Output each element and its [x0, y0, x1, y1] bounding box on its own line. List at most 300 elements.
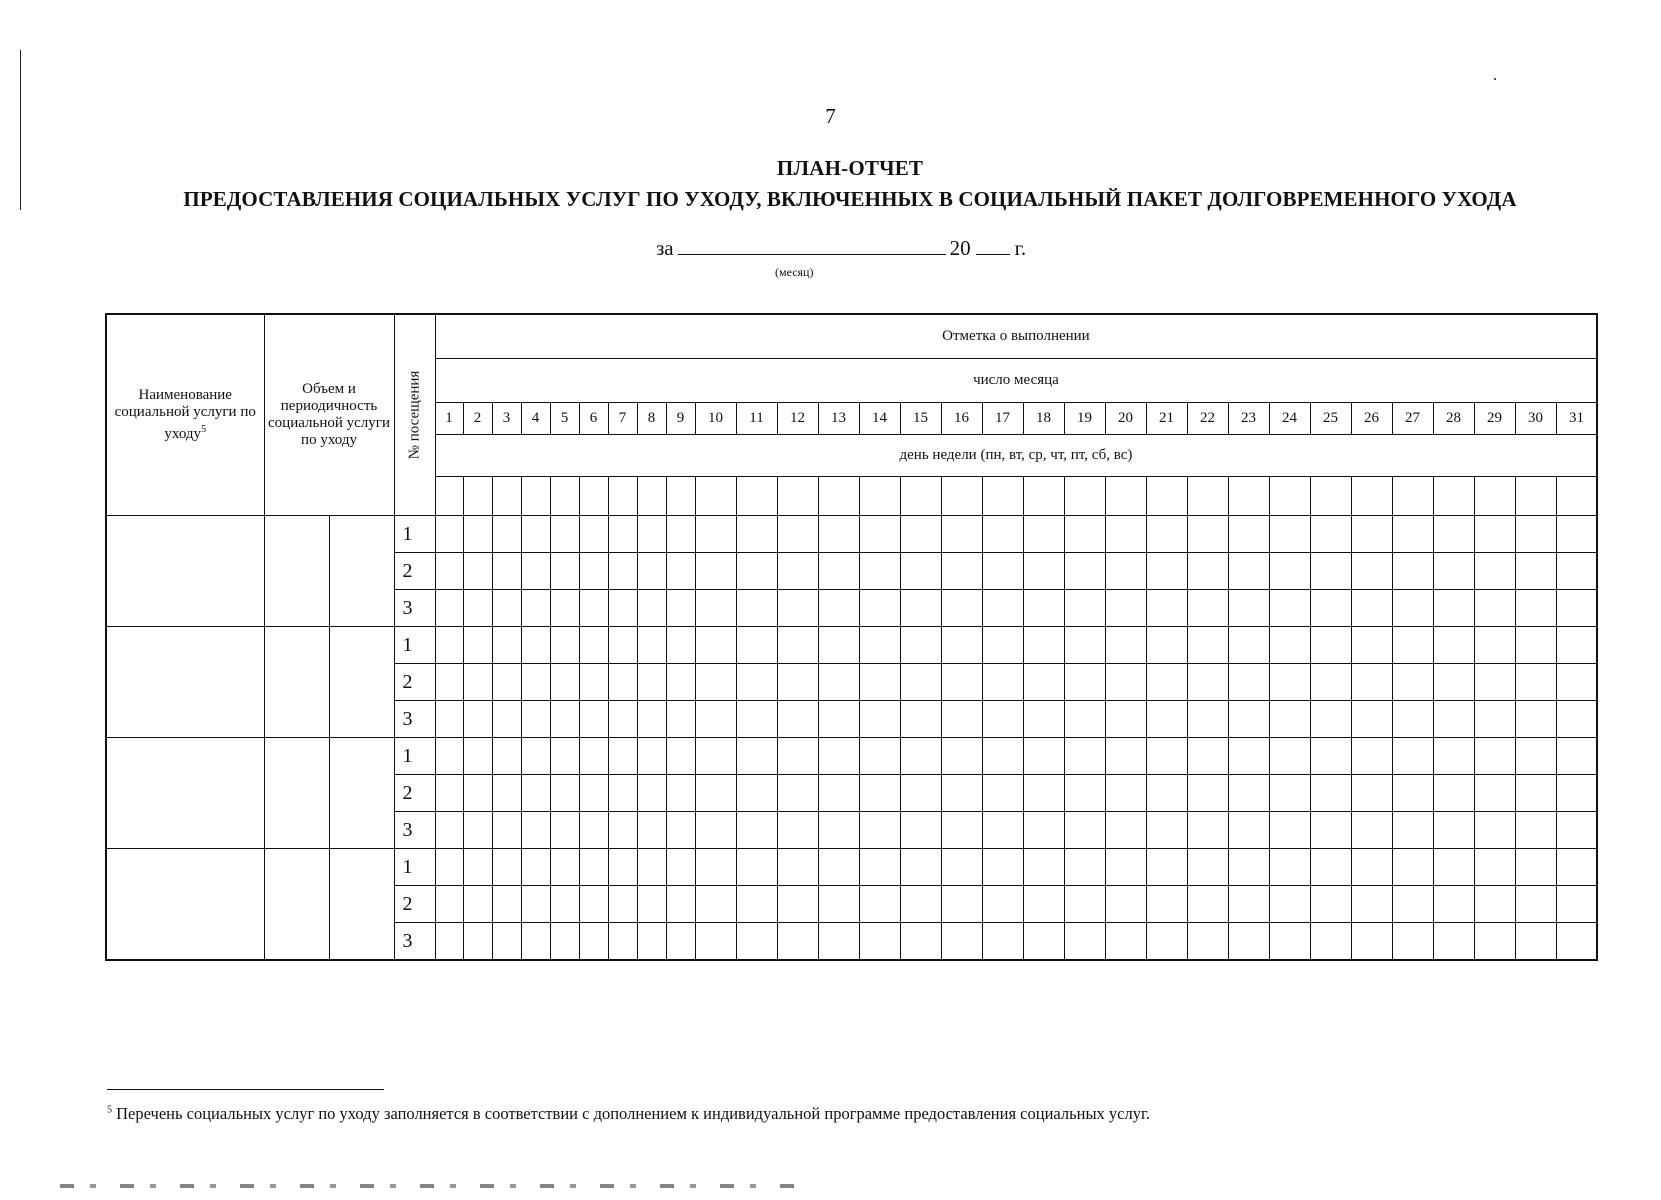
- weekday-cell[interactable]: [736, 476, 777, 515]
- mark-cell[interactable]: [1433, 923, 1474, 961]
- mark-cell[interactable]: [550, 627, 579, 664]
- mark-cell[interactable]: [1474, 664, 1515, 701]
- mark-cell[interactable]: [492, 886, 521, 923]
- mark-cell[interactable]: [818, 701, 859, 738]
- mark-cell[interactable]: [1351, 812, 1392, 849]
- mark-cell[interactable]: [1392, 553, 1433, 590]
- mark-cell[interactable]: [1228, 516, 1269, 553]
- mark-cell[interactable]: [637, 553, 666, 590]
- mark-cell[interactable]: [1105, 664, 1146, 701]
- mark-cell[interactable]: [608, 812, 637, 849]
- volume-cell[interactable]: [264, 849, 329, 961]
- mark-cell[interactable]: [579, 849, 608, 886]
- mark-cell[interactable]: [435, 886, 463, 923]
- mark-cell[interactable]: [1351, 886, 1392, 923]
- mark-cell[interactable]: [521, 812, 550, 849]
- mark-cell[interactable]: [492, 627, 521, 664]
- mark-cell[interactable]: [435, 923, 463, 961]
- mark-cell[interactable]: [818, 812, 859, 849]
- mark-cell[interactable]: [1023, 664, 1064, 701]
- mark-cell[interactable]: [982, 553, 1023, 590]
- mark-cell[interactable]: [1228, 775, 1269, 812]
- mark-cell[interactable]: [579, 886, 608, 923]
- weekday-cell[interactable]: [463, 476, 492, 515]
- mark-cell[interactable]: [736, 516, 777, 553]
- weekday-cell[interactable]: [579, 476, 608, 515]
- mark-cell[interactable]: [463, 849, 492, 886]
- mark-cell[interactable]: [777, 516, 818, 553]
- mark-cell[interactable]: [736, 775, 777, 812]
- mark-cell[interactable]: [1392, 812, 1433, 849]
- mark-cell[interactable]: [1187, 553, 1228, 590]
- mark-cell[interactable]: [1064, 886, 1105, 923]
- mark-cell[interactable]: [1474, 812, 1515, 849]
- mark-cell[interactable]: [1515, 516, 1556, 553]
- mark-cell[interactable]: [1474, 886, 1515, 923]
- mark-cell[interactable]: [1392, 627, 1433, 664]
- mark-cell[interactable]: [695, 923, 736, 961]
- mark-cell[interactable]: [859, 590, 900, 627]
- mark-cell[interactable]: [1023, 738, 1064, 775]
- mark-cell[interactable]: [1023, 701, 1064, 738]
- mark-cell[interactable]: [608, 775, 637, 812]
- mark-cell[interactable]: [1023, 923, 1064, 961]
- mark-cell[interactable]: [435, 701, 463, 738]
- mark-cell[interactable]: [1187, 516, 1228, 553]
- mark-cell[interactable]: [435, 738, 463, 775]
- mark-cell[interactable]: [435, 627, 463, 664]
- mark-cell[interactable]: [1515, 664, 1556, 701]
- mark-cell[interactable]: [1310, 923, 1351, 961]
- mark-cell[interactable]: [608, 664, 637, 701]
- mark-cell[interactable]: [463, 886, 492, 923]
- mark-cell[interactable]: [521, 627, 550, 664]
- weekday-cell[interactable]: [1351, 476, 1392, 515]
- mark-cell[interactable]: [900, 627, 941, 664]
- mark-cell[interactable]: [1064, 701, 1105, 738]
- mark-cell[interactable]: [1515, 923, 1556, 961]
- weekday-cell[interactable]: [1105, 476, 1146, 515]
- mark-cell[interactable]: [435, 553, 463, 590]
- mark-cell[interactable]: [1556, 664, 1597, 701]
- mark-cell[interactable]: [1064, 590, 1105, 627]
- mark-cell[interactable]: [1228, 812, 1269, 849]
- mark-cell[interactable]: [435, 812, 463, 849]
- mark-cell[interactable]: [736, 553, 777, 590]
- mark-cell[interactable]: [463, 701, 492, 738]
- mark-cell[interactable]: [1556, 590, 1597, 627]
- mark-cell[interactable]: [777, 627, 818, 664]
- mark-cell[interactable]: [1105, 590, 1146, 627]
- mark-cell[interactable]: [1064, 516, 1105, 553]
- mark-cell[interactable]: [666, 812, 695, 849]
- mark-cell[interactable]: [818, 516, 859, 553]
- mark-cell[interactable]: [492, 775, 521, 812]
- weekday-cell[interactable]: [1023, 476, 1064, 515]
- mark-cell[interactable]: [818, 738, 859, 775]
- mark-cell[interactable]: [982, 775, 1023, 812]
- mark-cell[interactable]: [859, 664, 900, 701]
- mark-cell[interactable]: [1556, 886, 1597, 923]
- mark-cell[interactable]: [1023, 775, 1064, 812]
- mark-cell[interactable]: [1187, 738, 1228, 775]
- mark-cell[interactable]: [1351, 923, 1392, 961]
- mark-cell[interactable]: [1515, 553, 1556, 590]
- mark-cell[interactable]: [900, 886, 941, 923]
- mark-cell[interactable]: [777, 849, 818, 886]
- mark-cell[interactable]: [492, 923, 521, 961]
- mark-cell[interactable]: [1146, 923, 1187, 961]
- weekday-cell[interactable]: [941, 476, 982, 515]
- mark-cell[interactable]: [1187, 849, 1228, 886]
- mark-cell[interactable]: [900, 664, 941, 701]
- mark-cell[interactable]: [637, 886, 666, 923]
- mark-cell[interactable]: [1310, 590, 1351, 627]
- mark-cell[interactable]: [695, 775, 736, 812]
- mark-cell[interactable]: [579, 590, 608, 627]
- mark-cell[interactable]: [900, 738, 941, 775]
- mark-cell[interactable]: [1474, 516, 1515, 553]
- mark-cell[interactable]: [1064, 923, 1105, 961]
- mark-cell[interactable]: [463, 923, 492, 961]
- mark-cell[interactable]: [1146, 664, 1187, 701]
- mark-cell[interactable]: [859, 701, 900, 738]
- mark-cell[interactable]: [818, 627, 859, 664]
- mark-cell[interactable]: [463, 812, 492, 849]
- mark-cell[interactable]: [463, 775, 492, 812]
- mark-cell[interactable]: [1433, 738, 1474, 775]
- mark-cell[interactable]: [666, 886, 695, 923]
- weekday-cell[interactable]: [666, 476, 695, 515]
- mark-cell[interactable]: [777, 553, 818, 590]
- mark-cell[interactable]: [1392, 590, 1433, 627]
- mark-cell[interactable]: [579, 775, 608, 812]
- mark-cell[interactable]: [492, 812, 521, 849]
- mark-cell[interactable]: [941, 664, 982, 701]
- weekday-cell[interactable]: [777, 476, 818, 515]
- mark-cell[interactable]: [1269, 701, 1310, 738]
- mark-cell[interactable]: [1351, 553, 1392, 590]
- mark-cell[interactable]: [521, 553, 550, 590]
- mark-cell[interactable]: [1269, 812, 1310, 849]
- mark-cell[interactable]: [492, 849, 521, 886]
- mark-cell[interactable]: [900, 701, 941, 738]
- mark-cell[interactable]: [777, 590, 818, 627]
- mark-cell[interactable]: [777, 886, 818, 923]
- weekday-cell[interactable]: [435, 476, 463, 515]
- mark-cell[interactable]: [608, 886, 637, 923]
- mark-cell[interactable]: [695, 516, 736, 553]
- mark-cell[interactable]: [777, 738, 818, 775]
- weekday-cell[interactable]: [695, 476, 736, 515]
- mark-cell[interactable]: [818, 775, 859, 812]
- mark-cell[interactable]: [1228, 590, 1269, 627]
- mark-cell[interactable]: [1392, 886, 1433, 923]
- mark-cell[interactable]: [1351, 516, 1392, 553]
- mark-cell[interactable]: [492, 664, 521, 701]
- mark-cell[interactable]: [1433, 516, 1474, 553]
- mark-cell[interactable]: [608, 553, 637, 590]
- mark-cell[interactable]: [818, 923, 859, 961]
- mark-cell[interactable]: [637, 701, 666, 738]
- mark-cell[interactable]: [1269, 590, 1310, 627]
- mark-cell[interactable]: [1228, 627, 1269, 664]
- mark-cell[interactable]: [941, 849, 982, 886]
- mark-cell[interactable]: [1433, 664, 1474, 701]
- mark-cell[interactable]: [521, 738, 550, 775]
- mark-cell[interactable]: [1556, 701, 1597, 738]
- mark-cell[interactable]: [1474, 738, 1515, 775]
- mark-cell[interactable]: [1023, 627, 1064, 664]
- periodicity-cell[interactable]: [329, 849, 394, 961]
- mark-cell[interactable]: [666, 664, 695, 701]
- weekday-cell[interactable]: [1515, 476, 1556, 515]
- weekday-cell[interactable]: [492, 476, 521, 515]
- mark-cell[interactable]: [1556, 775, 1597, 812]
- mark-cell[interactable]: [1310, 886, 1351, 923]
- mark-cell[interactable]: [1146, 775, 1187, 812]
- mark-cell[interactable]: [579, 701, 608, 738]
- weekday-cell[interactable]: [818, 476, 859, 515]
- mark-cell[interactable]: [1556, 923, 1597, 961]
- mark-cell[interactable]: [550, 738, 579, 775]
- mark-cell[interactable]: [777, 701, 818, 738]
- mark-cell[interactable]: [1433, 627, 1474, 664]
- weekday-cell[interactable]: [1474, 476, 1515, 515]
- mark-cell[interactable]: [521, 775, 550, 812]
- mark-cell[interactable]: [492, 701, 521, 738]
- mark-cell[interactable]: [777, 664, 818, 701]
- mark-cell[interactable]: [435, 590, 463, 627]
- weekday-cell[interactable]: [982, 476, 1023, 515]
- mark-cell[interactable]: [1146, 516, 1187, 553]
- mark-cell[interactable]: [1269, 849, 1310, 886]
- mark-cell[interactable]: [777, 775, 818, 812]
- mark-cell[interactable]: [637, 849, 666, 886]
- mark-cell[interactable]: [1515, 775, 1556, 812]
- weekday-cell[interactable]: [1146, 476, 1187, 515]
- weekday-cell[interactable]: [1392, 476, 1433, 515]
- weekday-cell[interactable]: [637, 476, 666, 515]
- mark-cell[interactable]: [1351, 701, 1392, 738]
- mark-cell[interactable]: [736, 812, 777, 849]
- mark-cell[interactable]: [859, 775, 900, 812]
- mark-cell[interactable]: [695, 590, 736, 627]
- mark-cell[interactable]: [637, 738, 666, 775]
- mark-cell[interactable]: [1105, 775, 1146, 812]
- mark-cell[interactable]: [941, 923, 982, 961]
- mark-cell[interactable]: [435, 664, 463, 701]
- mark-cell[interactable]: [1556, 738, 1597, 775]
- mark-cell[interactable]: [463, 627, 492, 664]
- mark-cell[interactable]: [1105, 849, 1146, 886]
- mark-cell[interactable]: [818, 664, 859, 701]
- mark-cell[interactable]: [777, 923, 818, 961]
- mark-cell[interactable]: [1474, 553, 1515, 590]
- mark-cell[interactable]: [492, 590, 521, 627]
- mark-cell[interactable]: [1310, 627, 1351, 664]
- mark-cell[interactable]: [550, 590, 579, 627]
- mark-cell[interactable]: [1474, 627, 1515, 664]
- mark-cell[interactable]: [1187, 886, 1228, 923]
- mark-cell[interactable]: [1269, 775, 1310, 812]
- mark-cell[interactable]: [637, 664, 666, 701]
- volume-cell[interactable]: [264, 738, 329, 849]
- mark-cell[interactable]: [1064, 775, 1105, 812]
- mark-cell[interactable]: [579, 664, 608, 701]
- mark-cell[interactable]: [941, 812, 982, 849]
- mark-cell[interactable]: [579, 812, 608, 849]
- mark-cell[interactable]: [900, 923, 941, 961]
- mark-cell[interactable]: [982, 590, 1023, 627]
- mark-cell[interactable]: [1105, 701, 1146, 738]
- mark-cell[interactable]: [608, 849, 637, 886]
- mark-cell[interactable]: [463, 590, 492, 627]
- mark-cell[interactable]: [941, 738, 982, 775]
- mark-cell[interactable]: [637, 516, 666, 553]
- mark-cell[interactable]: [666, 516, 695, 553]
- mark-cell[interactable]: [1433, 849, 1474, 886]
- mark-cell[interactable]: [1105, 923, 1146, 961]
- mark-cell[interactable]: [463, 553, 492, 590]
- mark-cell[interactable]: [695, 553, 736, 590]
- weekday-cell[interactable]: [1433, 476, 1474, 515]
- mark-cell[interactable]: [818, 886, 859, 923]
- mark-cell[interactable]: [777, 812, 818, 849]
- mark-cell[interactable]: [666, 775, 695, 812]
- periodicity-cell[interactable]: [329, 738, 394, 849]
- mark-cell[interactable]: [900, 849, 941, 886]
- mark-cell[interactable]: [941, 553, 982, 590]
- mark-cell[interactable]: [579, 923, 608, 961]
- mark-cell[interactable]: [637, 590, 666, 627]
- mark-cell[interactable]: [1064, 849, 1105, 886]
- mark-cell[interactable]: [1105, 627, 1146, 664]
- mark-cell[interactable]: [579, 553, 608, 590]
- mark-cell[interactable]: [1269, 664, 1310, 701]
- mark-cell[interactable]: [1474, 701, 1515, 738]
- mark-cell[interactable]: [666, 849, 695, 886]
- mark-cell[interactable]: [1064, 553, 1105, 590]
- mark-cell[interactable]: [521, 590, 550, 627]
- mark-cell[interactable]: [1351, 590, 1392, 627]
- weekday-cell[interactable]: [1269, 476, 1310, 515]
- mark-cell[interactable]: [579, 627, 608, 664]
- mark-cell[interactable]: [579, 516, 608, 553]
- mark-cell[interactable]: [736, 886, 777, 923]
- mark-cell[interactable]: [1310, 738, 1351, 775]
- mark-cell[interactable]: [1187, 923, 1228, 961]
- mark-cell[interactable]: [1433, 701, 1474, 738]
- mark-cell[interactable]: [1392, 516, 1433, 553]
- mark-cell[interactable]: [900, 590, 941, 627]
- mark-cell[interactable]: [666, 553, 695, 590]
- mark-cell[interactable]: [1515, 886, 1556, 923]
- mark-cell[interactable]: [492, 516, 521, 553]
- mark-cell[interactable]: [521, 849, 550, 886]
- periodicity-cell[interactable]: [329, 627, 394, 738]
- mark-cell[interactable]: [818, 849, 859, 886]
- mark-cell[interactable]: [608, 738, 637, 775]
- mark-cell[interactable]: [1310, 849, 1351, 886]
- mark-cell[interactable]: [736, 590, 777, 627]
- mark-cell[interactable]: [579, 738, 608, 775]
- mark-cell[interactable]: [1351, 775, 1392, 812]
- mark-cell[interactable]: [982, 812, 1023, 849]
- mark-cell[interactable]: [695, 738, 736, 775]
- mark-cell[interactable]: [550, 849, 579, 886]
- mark-cell[interactable]: [1064, 738, 1105, 775]
- mark-cell[interactable]: [1515, 738, 1556, 775]
- mark-cell[interactable]: [521, 516, 550, 553]
- mark-cell[interactable]: [1228, 923, 1269, 961]
- mark-cell[interactable]: [608, 627, 637, 664]
- mark-cell[interactable]: [550, 886, 579, 923]
- mark-cell[interactable]: [1228, 738, 1269, 775]
- mark-cell[interactable]: [608, 923, 637, 961]
- mark-cell[interactable]: [435, 849, 463, 886]
- mark-cell[interactable]: [637, 627, 666, 664]
- mark-cell[interactable]: [1269, 886, 1310, 923]
- mark-cell[interactable]: [1228, 849, 1269, 886]
- mark-cell[interactable]: [1187, 590, 1228, 627]
- mark-cell[interactable]: [1515, 701, 1556, 738]
- mark-cell[interactable]: [608, 701, 637, 738]
- mark-cell[interactable]: [859, 849, 900, 886]
- mark-cell[interactable]: [736, 664, 777, 701]
- mark-cell[interactable]: [982, 886, 1023, 923]
- weekday-cell[interactable]: [521, 476, 550, 515]
- mark-cell[interactable]: [941, 627, 982, 664]
- mark-cell[interactable]: [1556, 516, 1597, 553]
- mark-cell[interactable]: [900, 775, 941, 812]
- mark-cell[interactable]: [1310, 516, 1351, 553]
- mark-cell[interactable]: [982, 664, 1023, 701]
- mark-cell[interactable]: [1515, 812, 1556, 849]
- mark-cell[interactable]: [1187, 664, 1228, 701]
- volume-cell[interactable]: [264, 516, 329, 627]
- mark-cell[interactable]: [1105, 553, 1146, 590]
- mark-cell[interactable]: [1474, 775, 1515, 812]
- mark-cell[interactable]: [463, 738, 492, 775]
- mark-cell[interactable]: [1187, 627, 1228, 664]
- mark-cell[interactable]: [1269, 923, 1310, 961]
- mark-cell[interactable]: [1146, 701, 1187, 738]
- mark-cell[interactable]: [1392, 738, 1433, 775]
- mark-cell[interactable]: [982, 516, 1023, 553]
- mark-cell[interactable]: [1023, 553, 1064, 590]
- mark-cell[interactable]: [1146, 849, 1187, 886]
- mark-cell[interactable]: [637, 775, 666, 812]
- mark-cell[interactable]: [1433, 553, 1474, 590]
- mark-cell[interactable]: [1146, 738, 1187, 775]
- mark-cell[interactable]: [1515, 627, 1556, 664]
- mark-cell[interactable]: [550, 812, 579, 849]
- mark-cell[interactable]: [736, 923, 777, 961]
- mark-cell[interactable]: [736, 738, 777, 775]
- mark-cell[interactable]: [666, 701, 695, 738]
- mark-cell[interactable]: [1187, 775, 1228, 812]
- mark-cell[interactable]: [550, 516, 579, 553]
- mark-cell[interactable]: [1269, 738, 1310, 775]
- mark-cell[interactable]: [521, 664, 550, 701]
- mark-cell[interactable]: [1310, 553, 1351, 590]
- periodicity-cell[interactable]: [329, 516, 394, 627]
- mark-cell[interactable]: [941, 701, 982, 738]
- mark-cell[interactable]: [1228, 553, 1269, 590]
- mark-cell[interactable]: [1146, 553, 1187, 590]
- mark-cell[interactable]: [695, 886, 736, 923]
